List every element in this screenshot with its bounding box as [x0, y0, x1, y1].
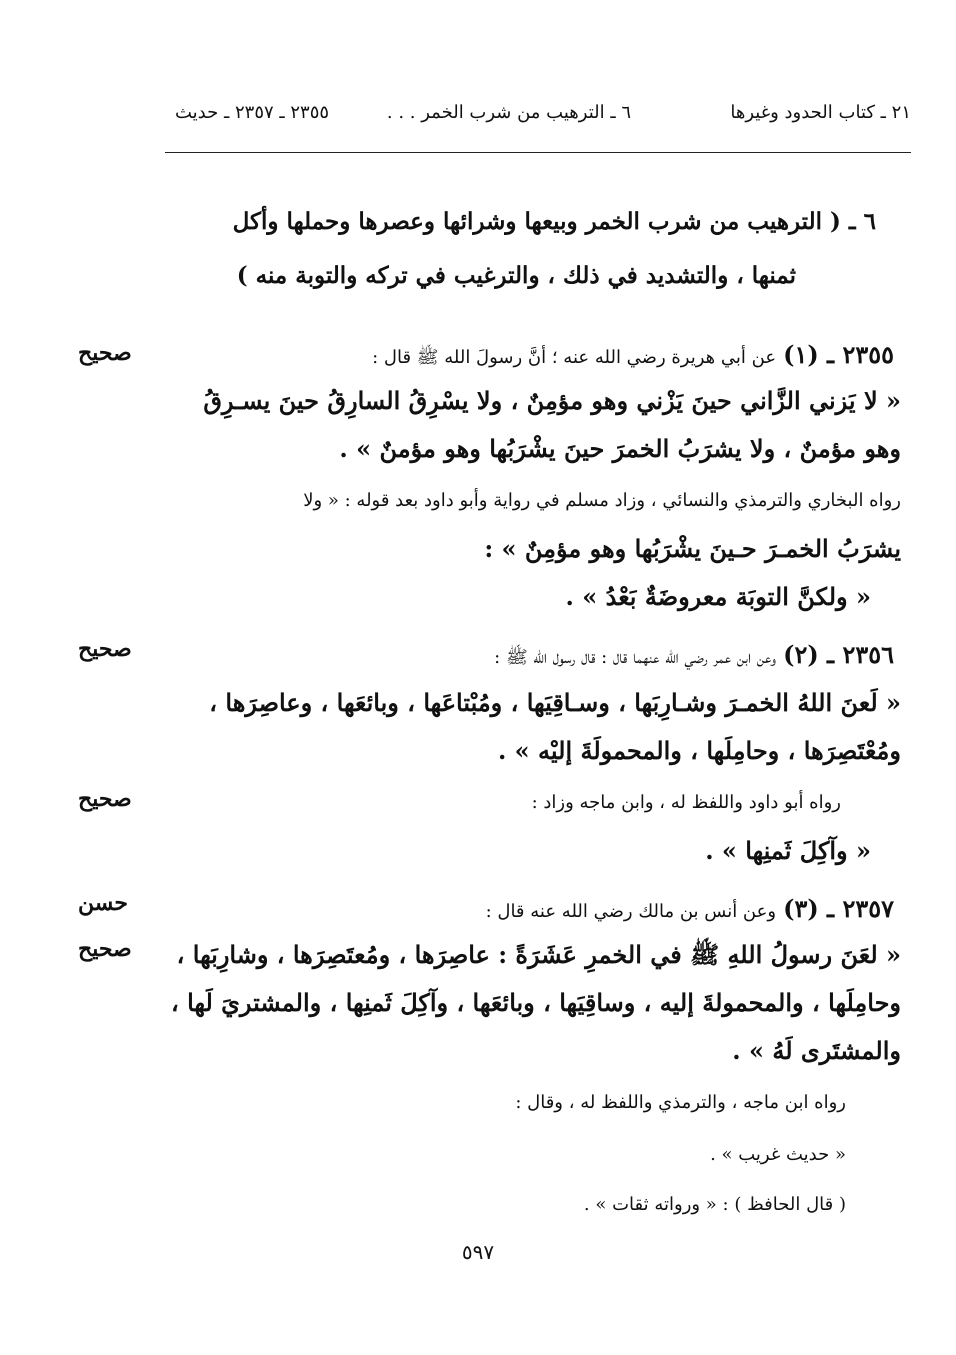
hadith-addition: « وآكِلَ ثَمنِها » .: [705, 836, 871, 865]
running-head-range: ٢٣٥٥ ـ ٢٣٥٧ ـ حديث: [175, 102, 330, 123]
hadith-text-line: ومُعْتَصِرَها ، وحامِلَها ، والمحمولَةَ إليْه » .: [497, 736, 901, 765]
hadith-text-line: « لعَنَ رسولُ اللهِ ﷺ في الخمرِ عَشَرَةً : عاصِرَها ، ومُعتَصِرَها ، وشارِبَها ،: [176, 940, 901, 969]
hadith-source-line: يشرَبُ الخمـرَ حـينَ يشْرَبُها وهو مؤمِنٌ » :: [484, 534, 901, 563]
hadith-source-line: رواه البخاري والترمذي والنسائي ، وزاد مسلم في رواية وأبو داود بعد قوله : « ولا: [303, 490, 901, 511]
hadith-text-line: « لَعنَ اللهُ الخمـرَ وشـارِبَها ، وسـاقِيَها ، ومُبْتاعَها ، وبائعَها ، وعاصِرَها ،: [209, 688, 901, 717]
hadith-addition: « ولكنَّ التوبَة معروضَةٌ بَعْدُ » .: [565, 582, 871, 611]
hadith-intro: وعن ابن عمر رضي الله عنهما قال : قال رسول الله ﷺ :: [494, 647, 777, 668]
hadith-source-line: « حديث غريب » .: [710, 1144, 846, 1165]
hadith-source-line: رواه أبو داود واللفظ له ، وابن ماجه وزاد :: [531, 792, 841, 813]
hadith-number: ٢٣٥٧ ـ (٣): [783, 894, 894, 923]
hadith-intro: وعن أنس بن مالك رضي الله عنه قال :: [485, 901, 777, 922]
hadith-text-line: « لا يَزني الزَّاني حينَ يَزْني وهو مؤمِنٌ ، ولا يسْرِقُ السارِقُ حينَ يسـرِقُ: [203, 386, 901, 415]
running-head-book: ٢١ ـ كتاب الحدود وغيرها: [730, 102, 911, 123]
chapter-title-line-1: ٦ ـ ( الترهيب من شرب الخمر وبيعها وشرائها وعصرها وحملها وأكل: [232, 208, 876, 235]
hadith-text-line: والمشتَرى لَهُ » .: [732, 1036, 901, 1065]
header-divider: [165, 152, 911, 153]
hadith-source-line: ( قال الحافظ ) : « ورواته ثقات » .: [583, 1194, 846, 1215]
hadith-number: ٢٣٥٥ ـ (١): [783, 340, 894, 369]
hadith-grade: صحيح: [78, 340, 132, 366]
hadith-intro: عن أبي هريرة رضي الله عنه ؛ أنَّ رسولَ الله ﷺ قال :: [372, 347, 777, 368]
hadith-number: ٢٣٥٦ ـ (٢): [783, 640, 894, 669]
hadith-header: [494, 640, 894, 672]
hadith-grade: صحيح: [78, 786, 132, 812]
running-head: [175, 96, 911, 132]
running-head-chapter: ٦ ـ الترهيب من شرب الخمر . . .: [386, 102, 631, 123]
hadith-header: [372, 340, 894, 372]
hadith-grade: صحيح: [78, 936, 132, 962]
page-number: ٥٩٧: [461, 1240, 495, 1264]
hadith-text-line: وحامِلَها ، والمحمولةَ إليه ، وساقِيَها ، وبائعَها ، وآكِلَ ثَمنِها ، والمشتريَ لَها ،: [170, 988, 901, 1017]
hadith-header: [486, 894, 894, 923]
hadith-grade: صحيح: [78, 636, 132, 662]
hadith-source-line: رواه ابن ماجه ، والترمذي واللفظ له ، وقال :: [515, 1092, 846, 1113]
chapter-title-line-2: ثمنها ، والتشديد في ذلك ، والترغيب في تركه والتوبة منه ): [236, 262, 796, 289]
hadith-grade: حسن: [78, 890, 128, 916]
hadith-text-line: وهو مؤمنٌ ، ولا يشرَبُ الخمرَ حينَ يشْرَبُها وهو مؤمنٌ » .: [339, 434, 901, 463]
